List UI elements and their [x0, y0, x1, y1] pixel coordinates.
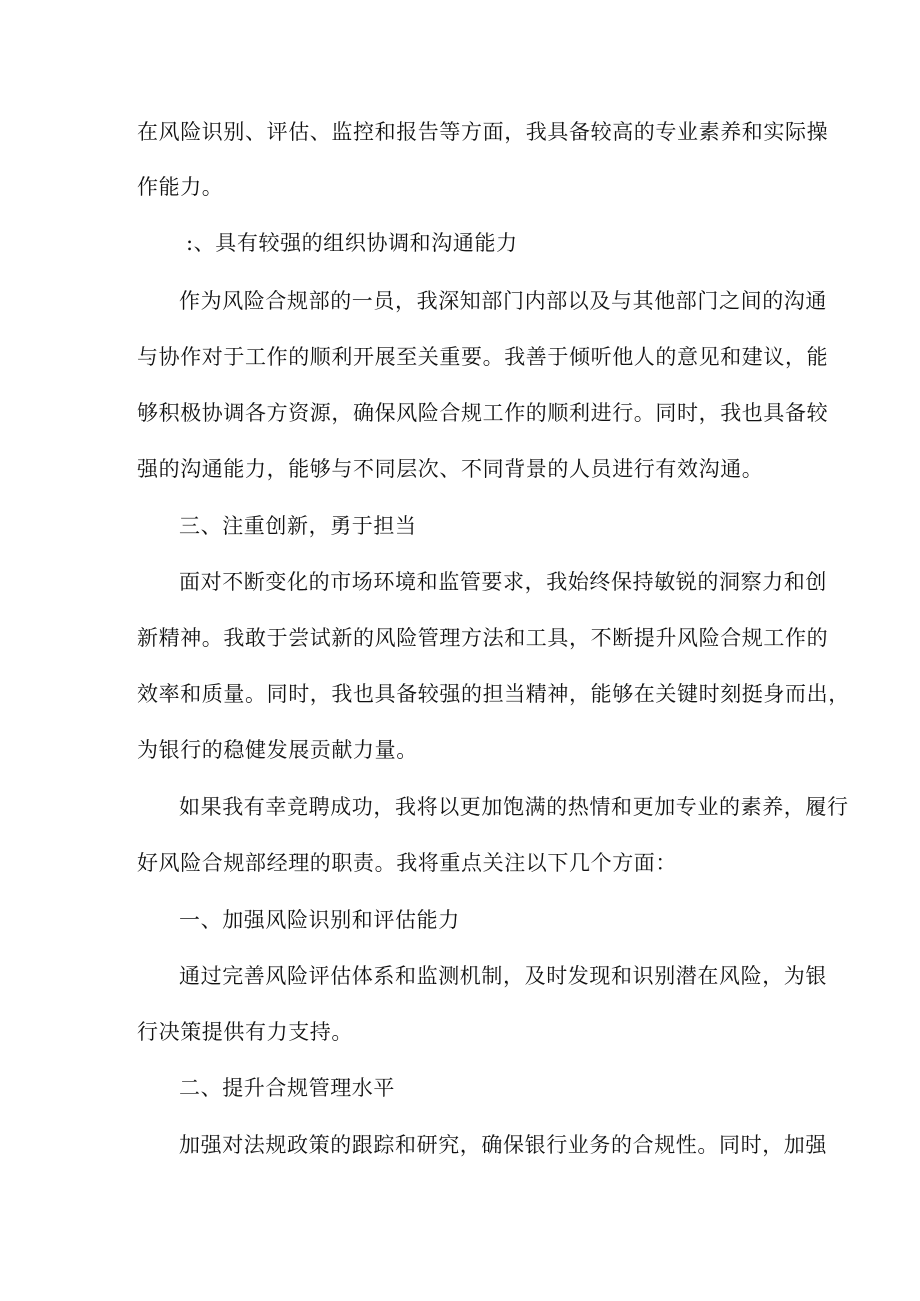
- body-text-line: 够积极协调各方资源，确保风险合规工作的顺利进行。同时，我也具备较: [137, 401, 829, 425]
- body-text-line: 通过完善风险评估体系和监测机制，及时发现和识别潜在风险，为银: [179, 964, 827, 988]
- body-text-line: 新精神。我敢于尝试新的风险管理方法和工具，不断提升风险合规工作的: [137, 626, 829, 650]
- body-text-line: 加强对法规政策的跟踪和研究，确保银行业务的合规性。同时，加强: [179, 1133, 827, 1157]
- body-text-line: 为银行的稳健发展贡献力量。: [137, 738, 418, 762]
- section-heading: :、具有较强的组织协调和沟通能力: [186, 231, 518, 255]
- body-text-line: 效率和质量。同时，我也具备较强的担当精神，能够在关键时刻挺身而出，: [137, 682, 850, 706]
- section-heading: 三、注重创新，勇于担当: [179, 514, 417, 538]
- body-text-line: 行决策提供有力支持。: [137, 1020, 353, 1044]
- section-heading: 一、加强风险识别和评估能力: [179, 908, 460, 932]
- body-text-line: 在风险识别、评估、监控和报告等方面，我具备较高的专业素养和实际操: [137, 120, 829, 144]
- body-text-line: 作为风险合规部的一员，我深知部门内部以及与其他部门之间的沟通: [179, 289, 827, 313]
- body-text-line: 强的沟通能力，能够与不同层次、不同背景的人员进行有效沟通。: [137, 457, 764, 481]
- section-heading: 二、提升合规管理水平: [179, 1076, 395, 1100]
- body-text-line: 好风险合规部经理的职责。我将重点关注以下几个方面：: [137, 851, 677, 875]
- body-text-line: 与协作对于工作的顺利开展至关重要。我善于倾听他人的意见和建议，能: [137, 345, 829, 369]
- body-text-line: 面对不断变化的市场环境和监管要求，我始终保持敏锐的洞察力和创: [179, 570, 827, 594]
- body-text-line: 作能力。: [137, 175, 224, 199]
- body-text-line: 如果我有幸竞聘成功，我将以更加饱满的热情和更加专业的素养，履行: [179, 795, 849, 819]
